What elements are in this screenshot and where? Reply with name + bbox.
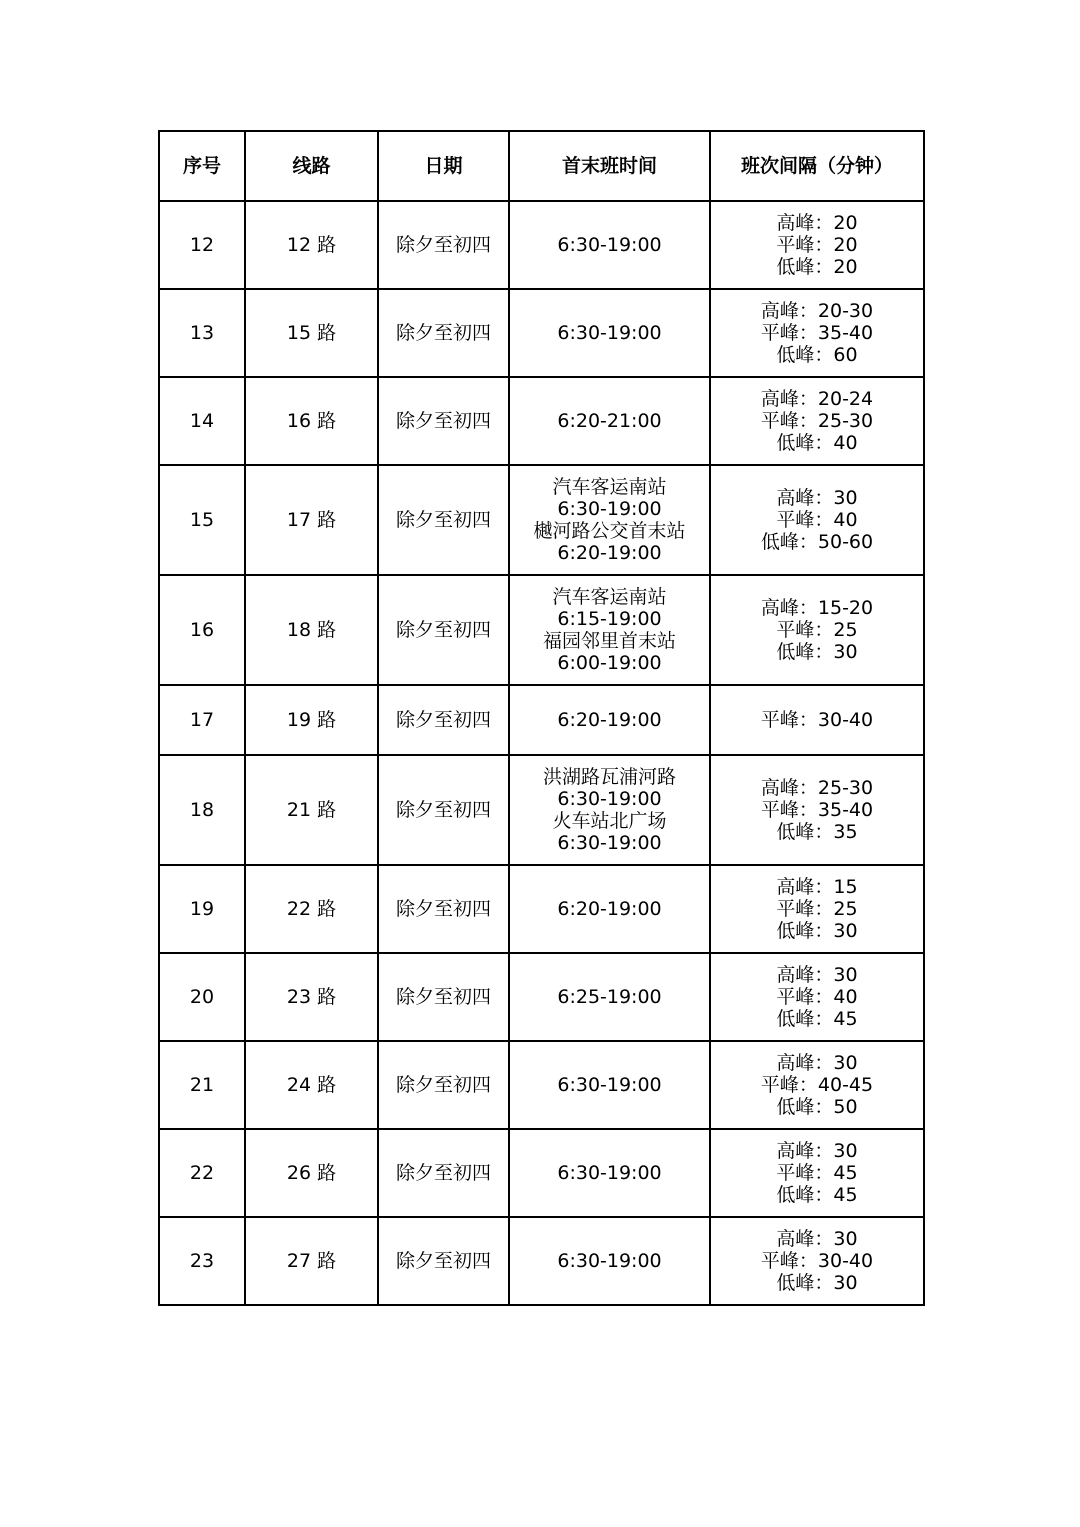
cell-interval (710, 1217, 924, 1305)
cell-interval (710, 289, 924, 377)
service-hours-line: 6:15-19:00 (557, 608, 662, 630)
cell-index: 13 (159, 289, 245, 377)
interval-line: 高峰：15-20 (760, 597, 874, 619)
cell-service-hours (509, 865, 710, 953)
cell-route: 26 路 (245, 1129, 378, 1217)
interval-line: 平峰：30-40 (760, 1250, 874, 1272)
table-row (159, 755, 924, 865)
interval-line: 平峰：25-30 (760, 410, 874, 432)
bus-schedule-table (158, 130, 925, 1306)
cell-index: 17 (159, 685, 245, 755)
interval-line: 平峰：45 (776, 1162, 858, 1184)
interval-line: 低峰：50 (776, 1096, 858, 1118)
service-hours-line: 福园邻里首末站 (542, 630, 676, 652)
interval-line: 低峰：40 (776, 432, 858, 454)
cell-route: 23 路 (245, 953, 378, 1041)
interval-line: 高峰：30 (776, 964, 858, 986)
table-header-row (159, 131, 924, 201)
cell-date: 除夕至初四 (378, 1129, 509, 1217)
interval-line: 高峰：15 (776, 876, 858, 898)
table-row (159, 289, 924, 377)
cell-date: 除夕至初四 (378, 377, 509, 465)
cell-service-hours (509, 685, 710, 755)
table-row (159, 1129, 924, 1217)
cell-date: 除夕至初四 (378, 685, 509, 755)
interval-line: 低峰：30 (776, 641, 858, 663)
service-hours-line: 6:30-19:00 (557, 234, 662, 256)
interval-line: 平峰：25 (776, 619, 858, 641)
cell-interval (710, 685, 924, 755)
service-hours-line: 6:20-19:00 (557, 898, 662, 920)
interval-line: 低峰：30 (776, 920, 858, 942)
cell-interval (710, 865, 924, 953)
cell-index: 23 (159, 1217, 245, 1305)
cell-route: 19 路 (245, 685, 378, 755)
interval-line: 高峰：30 (776, 1140, 858, 1162)
cell-index: 14 (159, 377, 245, 465)
cell-route: 24 路 (245, 1041, 378, 1129)
cell-date: 除夕至初四 (378, 755, 509, 865)
interval-line: 高峰：30 (776, 1052, 858, 1074)
cell-service-hours (509, 1217, 710, 1305)
cell-service-hours (509, 953, 710, 1041)
service-hours-line: 6:30-19:00 (557, 498, 662, 520)
cell-index: 21 (159, 1041, 245, 1129)
cell-interval (710, 465, 924, 575)
service-hours-line: 樾河路公交首末站 (533, 520, 686, 542)
table-row (159, 575, 924, 685)
cell-date: 除夕至初四 (378, 289, 509, 377)
table-row (159, 865, 924, 953)
service-hours-line: 汽车客运南站 (552, 476, 667, 498)
service-hours-line: 6:00-19:00 (557, 652, 662, 674)
service-hours-line: 6:20-19:00 (557, 542, 662, 564)
cell-service-hours (509, 1129, 710, 1217)
interval-line: 平峰：25 (776, 898, 858, 920)
cell-interval (710, 201, 924, 289)
service-hours-line: 6:20-21:00 (557, 410, 662, 432)
service-hours-line: 6:30-19:00 (557, 322, 662, 344)
cell-interval (710, 755, 924, 865)
interval-line: 平峰：40 (776, 509, 858, 531)
table-row (159, 1217, 924, 1305)
cell-date: 除夕至初四 (378, 465, 509, 575)
cell-interval (710, 1129, 924, 1217)
service-hours-line: 汽车客运南站 (552, 586, 667, 608)
table-body (159, 201, 924, 1305)
cell-interval (710, 1041, 924, 1129)
service-hours-line: 6:30-19:00 (557, 1074, 662, 1096)
cell-interval (710, 953, 924, 1041)
cell-date: 除夕至初四 (378, 953, 509, 1041)
service-hours-line: 6:20-19:00 (557, 709, 662, 731)
interval-line: 高峰：25-30 (760, 777, 874, 799)
cell-index: 19 (159, 865, 245, 953)
cell-route: 15 路 (245, 289, 378, 377)
table-row (159, 201, 924, 289)
cell-service-hours (509, 1041, 710, 1129)
interval-line: 高峰：20-30 (760, 300, 874, 322)
interval-line: 低峰：20 (776, 256, 858, 278)
cell-date: 除夕至初四 (378, 1041, 509, 1129)
cell-index: 16 (159, 575, 245, 685)
cell-service-hours (509, 377, 710, 465)
cell-service-hours (509, 289, 710, 377)
header-date: 日期 (378, 131, 509, 201)
interval-line: 低峰：35 (776, 821, 858, 843)
table-row (159, 685, 924, 755)
service-hours-line: 6:30-19:00 (557, 1250, 662, 1272)
cell-service-hours (509, 465, 710, 575)
cell-index: 12 (159, 201, 245, 289)
cell-route: 18 路 (245, 575, 378, 685)
cell-index: 18 (159, 755, 245, 865)
cell-route: 16 路 (245, 377, 378, 465)
service-hours-line: 火车站北广场 (552, 810, 667, 832)
interval-line: 平峰：35-40 (760, 799, 874, 821)
service-hours-line: 6:25-19:00 (557, 986, 662, 1008)
interval-line: 低峰：45 (776, 1184, 858, 1206)
interval-line: 低峰：50-60 (760, 531, 874, 553)
interval-line: 平峰：20 (776, 234, 858, 256)
table-row (159, 953, 924, 1041)
header-interval: 班次间隔（分钟） (710, 131, 924, 201)
service-hours-line: 洪湖路瓦浦河路 (542, 766, 676, 788)
interval-line: 高峰：20 (776, 212, 858, 234)
cell-date: 除夕至初四 (378, 575, 509, 685)
interval-line: 高峰：30 (776, 1228, 858, 1250)
cell-service-hours (509, 755, 710, 865)
cell-date: 除夕至初四 (378, 865, 509, 953)
cell-service-hours (509, 201, 710, 289)
cell-route: 21 路 (245, 755, 378, 865)
interval-line: 平峰：40 (776, 986, 858, 1008)
interval-line: 低峰：60 (776, 344, 858, 366)
header-service-hours: 首末班时间 (509, 131, 710, 201)
interval-line: 平峰：40-45 (760, 1074, 874, 1096)
cell-route: 17 路 (245, 465, 378, 575)
service-hours-line: 6:30-19:00 (557, 788, 662, 810)
cell-index: 22 (159, 1129, 245, 1217)
cell-date: 除夕至初四 (378, 201, 509, 289)
interval-line: 高峰：20-24 (760, 388, 874, 410)
interval-line: 高峰：30 (776, 487, 858, 509)
interval-line: 低峰：30 (776, 1272, 858, 1294)
header-route: 线路 (245, 131, 378, 201)
cell-index: 15 (159, 465, 245, 575)
cell-interval (710, 575, 924, 685)
cell-index: 20 (159, 953, 245, 1041)
cell-date: 除夕至初四 (378, 1217, 509, 1305)
cell-service-hours (509, 575, 710, 685)
table-row (159, 465, 924, 575)
table-row (159, 377, 924, 465)
table-row (159, 1041, 924, 1129)
cell-interval (710, 377, 924, 465)
cell-route: 22 路 (245, 865, 378, 953)
service-hours-line: 6:30-19:00 (557, 832, 662, 854)
cell-route: 27 路 (245, 1217, 378, 1305)
header-index: 序号 (159, 131, 245, 201)
cell-route: 12 路 (245, 201, 378, 289)
interval-line: 平峰：30-40 (760, 709, 874, 731)
service-hours-line: 6:30-19:00 (557, 1162, 662, 1184)
interval-line: 平峰：35-40 (760, 322, 874, 344)
interval-line: 低峰：45 (776, 1008, 858, 1030)
